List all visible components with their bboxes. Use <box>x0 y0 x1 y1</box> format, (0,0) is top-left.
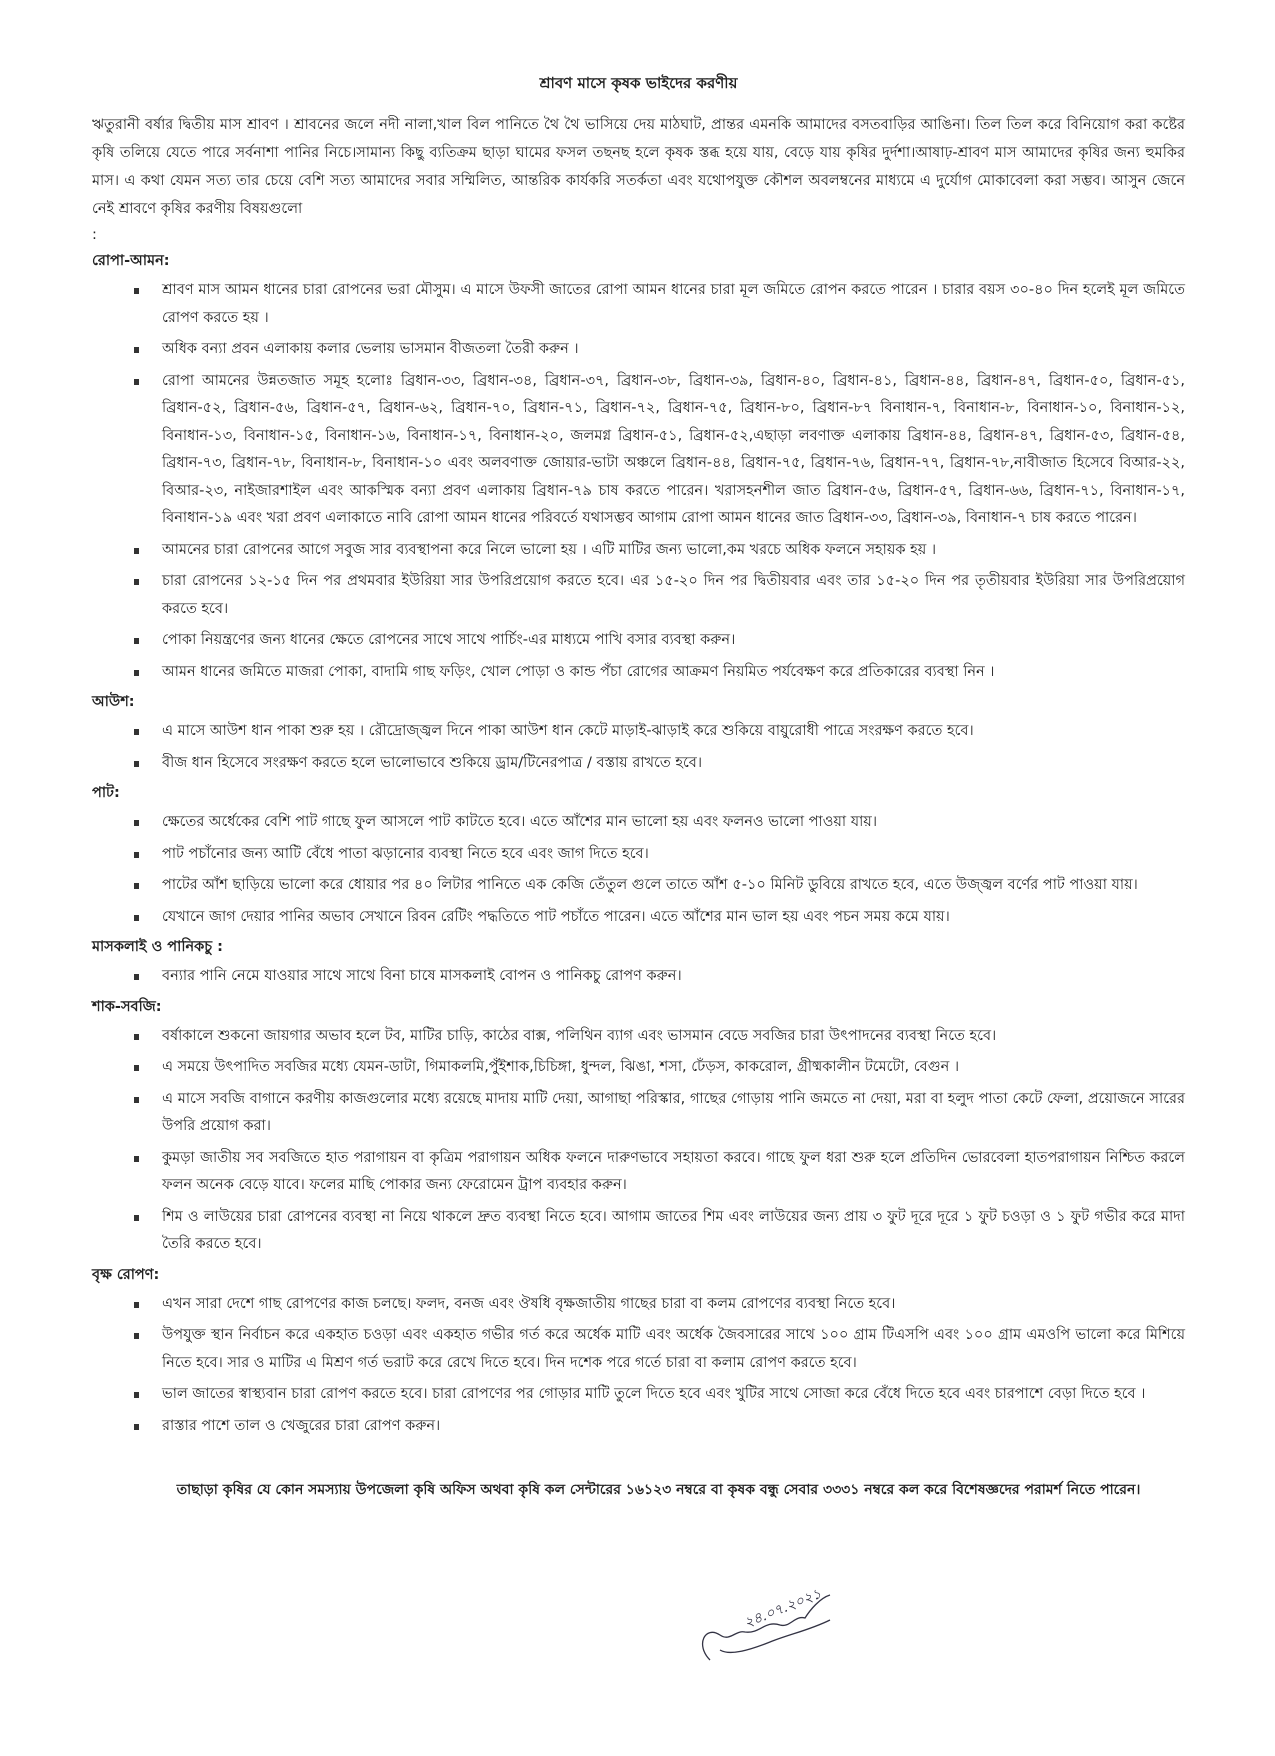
square-bullet-icon <box>134 1065 139 1071</box>
list-item <box>92 1413 1185 1441</box>
bullet-list <box>92 1291 1185 1441</box>
list-item-text: আমনের চারা রোপনের আগে সবুজ সার ব্যবস্থাপনা করে নিলে ভালো হয় । এটি মাটির জন্য ভালো,কম খরচে অধিক ফলনে সহায়ক হয় । <box>162 541 937 558</box>
square-bullet-icon <box>134 1156 139 1162</box>
list-item <box>92 1381 1185 1409</box>
list-item-text: রাস্তার পাশে তাল ও খেজুরের চারা রোপণ করুন। <box>162 1417 441 1434</box>
intro-paragraph: ঋতুরানী বর্ষার দ্বিতীয় মাস শ্রাবণ । শ্রাবনের জলে নদী নালা,খাল বিল পানিতে থৈ থৈ ভাসিয়ে দেয় মাঠঘাট, প্রান্তর এমনকি আমাদের বসতবাড়ির আঙিনা। তিল তিল করে বিনিয়োগ করা কষ্টের কৃষি তলিয়ে যেতে পারে সর্বনাশা পানির নিচে।সামান্য কিছু ব্যতিক্রম ছাড়া ঘামের ফসল তছনছ হলে কৃষক স্তব্ধ হয়ে যায়, বেড়ে যায় কৃষির দুর্দশা।আষাঢ়-শ্রাবণ মাস আমাদের কৃষির জন্য হুমকির মাস। এ কথা যেমন সত্য তার চেয়ে বেশি সত্য আমাদের সবার সম্মিলিত, আন্তরিক কার্যকরি সতর্কতা এবং যথোপযুক্ত কৌশল অবলম্বনের মাধ্যমে এ দুর্যোগ মোকাবেলা করা সম্ভব। আসুন জেনে নেই শ্রাবণে কৃষির করণীয় বিষয়গুলো <box>92 117 1185 217</box>
list-item-text: আমন ধানের জমিতে মাজরা পোকা, বাদামি গাছ ফড়িং, খোল পোড়া ও কান্ড পঁচা রোগের আক্রমণ নিয়মিত পর্যবেক্ষণ করে প্রতিকারের ব্যবস্থা নিন । <box>162 663 995 680</box>
list-item-text: পাট পচাঁনোর জন্য আটি বেঁধে পাতা ঝড়ানোর ব্যবস্থা নিতে হবে এবং জাগ দিতে হবে। <box>162 845 649 862</box>
list-item <box>92 1145 1185 1200</box>
list-item <box>92 872 1185 900</box>
square-bullet-icon <box>134 1392 139 1398</box>
square-bullet-icon <box>134 974 139 980</box>
list-item <box>92 627 1185 655</box>
section-heading: পাট: <box>92 785 120 801</box>
list-item <box>92 750 1185 778</box>
square-bullet-icon <box>134 1333 139 1339</box>
square-bullet-icon <box>134 761 139 767</box>
square-bullet-icon <box>134 379 139 385</box>
list-item <box>92 659 1185 687</box>
document-title: শ্রাবণ মাসে কৃষক ভাইদের করণীয় <box>539 74 738 92</box>
square-bullet-icon <box>134 915 139 921</box>
list-item <box>92 1054 1185 1082</box>
section-heading: মাসকলাই ও পানিকচু : <box>92 939 223 955</box>
section-heading: রোপা-আমন: <box>92 253 170 269</box>
square-bullet-icon <box>134 729 139 735</box>
document-page <box>92 72 1185 1518</box>
list-item-text: কুমড়া জাতীয় সব সবজিতে হাত পরাগায়ন বা কৃত্রিম পরাগায়ন অধিক ফলনে দারুণভাবে সহায়তা করবে। গাছে ফুল ধরা শুরু হলে প্রতিদিন ভোরবেলা হাতপরাগায়ন নিশ্চিত করলে ফলন অনেক বেড়ে যাবে। ফলের মাছি পোকার জন্য ফেরোমেন ট্রাপ ব্যবহার করুন। <box>162 1149 1185 1193</box>
list-item <box>92 368 1185 533</box>
bullet-list <box>92 963 1185 991</box>
list-item-text: ভাল জাতের স্বাস্থ্যবান চারা রোপণ করতে হবে। চারা রোপণের পর গোড়ার মাটি তুলে দিতে হবে এবং খুটির সাথে সোজা করে বেঁধে দিতে হবে এবং চারপাশে বেড়া দিতে হবে । <box>162 1386 1146 1402</box>
square-bullet-icon <box>134 548 139 554</box>
square-bullet-icon <box>134 1424 139 1430</box>
list-item-text: শ্রাবণ মাস আমন ধানের চারা রোপনের ভরা মৌসুম। এ মাসে উফসী জাতের রোপা আমন ধানের চারা মূল জমিতে রোপন করতে পারেন । চারার বয়স ৩০-৪০ দিন হলেই মূল জমিতে রোপণ করতে হয় । <box>162 282 1185 326</box>
list-item-text: এখন সারা দেশে গাছ রোপণের কাজ চলছে। ফলদ, বনজ এবং ঔষধি বৃক্ষজাতীয় গাছের চারা বা কলম রোপণের ব্যবস্থা নিতে হবে। <box>162 1295 896 1312</box>
list-item <box>92 336 1185 364</box>
list-item <box>92 277 1185 332</box>
intro-colon: : <box>92 227 97 243</box>
square-bullet-icon <box>134 1097 139 1103</box>
square-bullet-icon <box>134 1215 139 1221</box>
square-bullet-icon <box>134 852 139 858</box>
list-item-text: চারা রোপনের ১২-১৫ দিন পর প্রথমবার ইউরিয়া সার উপরিপ্রয়োগ করতে হবে। এর ১৫-২০ দিন পর দ্বিতীয়বার এবং তার ১৫-২০ দিন পর তৃতীয়বার ইউরিয়া সার উপরিপ্রয়োগ করতে হবে। <box>162 573 1185 617</box>
square-bullet-icon <box>134 883 139 889</box>
square-bullet-icon <box>134 820 139 826</box>
list-item <box>92 1322 1185 1377</box>
bullet-list <box>92 277 1185 686</box>
list-item-text: এ মাসে সবজি বাগানে করণীয় কাজগুলোর মধ্যে রয়েছে মাদায় মাটি দেয়া, আগাছা পরিস্কার, গাছের গোড়ায় পানি জমতে না দেয়া, মরা বা হলুদ পাতা কেটে ফেলা, প্রয়োজনে সারের উপরি প্রয়োগ করা। <box>162 1090 1185 1134</box>
signature-date: ২৪.০৭.২০২১ <box>742 1585 824 1632</box>
list-item-text: এ মাসে আউশ ধান পাকা শুরু হয় । রৌদ্রোজ্জ্বল দিনে পাকা আউশ ধান কেটে মাড়াই-ঝাড়াই করে শুকিয়ে বায়ুরোধী পাত্রে সংরক্ষণ করতে হবে। <box>162 723 974 739</box>
square-bullet-icon <box>134 288 139 294</box>
list-item <box>92 1086 1185 1141</box>
list-item <box>92 718 1185 746</box>
list-item-text: রোপা আমনের উন্নতজাত সমূহ হলোঃ ব্রিধান-৩৩, ব্রিধান-৩৪, ব্রিধান-৩৭, ব্রিধান-৩৮, ব্রিধান-৩৯, ব্রিধান-৪০, ব্রিধান-৪১, ব্রিধান-৪৪, ব্রিধান-৪৭, ব্রিধান-৫০, ব্রিধান-৫১, ব্রিধান-৫২, ব্রিধান-৫৬, ব্রিধান-৫৭, ব্রিধান-৬২, ব্রিধান-৭০, ব্রিধান-৭১, ব্রিধান-৭২, ব্রিধান-৭৫, ব্রিধান-৮০, ব্রিধান-৮৭ বিনাধান-৭, বিনাধান-৮, বিনাধান-১০, বিনাধান-১২, বিনাধান-১৩, বিনাধান-১৫, বিনাধান-১৬, বিনাধান-১৭, বিনাধান-২০, জলমগ্ন ব্রিধান-৫১, ব্রিধান-৫২,এছাড়া লবণাক্ত এলাকায় ব্রিধান-৪৪, ব্রিধান-৪৭, ব্রিধান-৫৩, ব্রিধান-৫৪, ব্রিধান-৭৩, ব্রিধান-৭৮, বিনাধান-৮, বিনাধান-১০ এবং অলবণাক্ত জোয়ার-ভাটা অঞ্চলে ব্রিধান-৪৪, ব্রিধান-৭৫, ব্রিধান-৭৬, ব্রিধান-৭৭, ব্রিধান-৭৮,নাবীজাত হিসেবে বিআর-২২, বিআর-২৩, নাইজারশাইল এবং আকস্মিক বন্যা প্রবণ এলাকায় ব্রিধান-৭৯ চাষ করতে পারেন। খরাসহনশীল জাত ব্রিধান-৫৬, ব্রিধান-৫৭, ব্রিধান-৬৬, ব্রিধান-৭১, বিনাধান-১৭, বিনাধান-১৯ এবং খরা প্রবণ এলাকাতে নাবি রোপা আমন ধানের পরিবর্তে যথাসম্ভব আগাম রোপা আমন ধানের জাত ব্রিধান-৩৩, ব্রিধান-৩৯, বিনাধান-৭ চাষ করতে পারেন। <box>162 372 1186 526</box>
bullet-list <box>92 1023 1185 1259</box>
square-bullet-icon <box>134 347 139 353</box>
sections <box>92 249 1185 1440</box>
list-item <box>92 1023 1185 1051</box>
list-item <box>92 568 1185 623</box>
list-item-text: এ সময়ে উৎপাদিত সবজির মধ্যে যেমন-ডাটা, গিমাকলমি,পুঁইশাক,চিচিঙ্গা, ধুন্দল, ঝিঙা, শসা, ঢেঁড়স, কাকরোল, গ্রীষ্মকালীন টমেটো, বেগুন । <box>162 1059 960 1075</box>
list-item <box>92 963 1185 991</box>
section-heading: শাক-সবজি: <box>92 998 162 1015</box>
square-bullet-icon <box>134 579 139 585</box>
list-item <box>92 904 1185 932</box>
list-item <box>92 809 1185 837</box>
square-bullet-icon <box>134 1302 139 1308</box>
square-bullet-icon <box>134 670 139 676</box>
section-heading: আউশ: <box>92 694 135 710</box>
list-item-text: বীজ ধান হিসেবে সংরক্ষণ করতে হলে ভালোভাবে শুকিয়ে ড্রাম/টিনেরপাত্র / বস্তায় রাখতে হবে। <box>162 754 703 771</box>
list-item-text: পাটের আঁশ ছাড়িয়ে ভালো করে ধোয়ার পর ৪০ লিটার পানিতে এক কেজি তেঁতুল গুলে তাতে আঁশ ৫-১০ মিনিট ডুবিয়ে রাখতে হবে, এতে উজ্জ্বল বর্ণের পাট পাওয়া যায়। <box>162 877 1138 893</box>
list-item-text: বর্ষাকালে শুকনো জায়গার অভাব হলে টব, মাটির চাড়ি, কাঠের বাক্স, পলিথিন ব্যাগ এবং ভাসমান বেডে সবজির চারা উৎপাদনের ব্যবস্থা নিতে হবে। <box>162 1027 997 1044</box>
list-item-text: শিম ও লাউয়ের চারা রোপনের ব্যবস্থা না নিয়ে থাকলে দ্রুত ব্যবস্থা নিতে হবে। আগাম জাতের শিম এবং লাউয়ের জন্য প্রায় ৩ ফুট দূরে দূরে ১ ফুট চওড়া ও ১ ফুট গভীর করে মাদা তৈরি করতে হবে। <box>162 1208 1185 1252</box>
list-item <box>92 1291 1185 1319</box>
list-item <box>92 841 1185 869</box>
list-item-text: যেখানে জাগ দেয়ার পানির অভাব সেখানে রিবন রেটিং পদ্ধতিতে পাট পচাঁতে পারেন। এতে আঁশের মান ভাল হয় এবং পচন সময় কমে যায়। <box>162 908 950 925</box>
square-bullet-icon <box>134 638 139 644</box>
list-item <box>92 537 1185 565</box>
list-item-text: অধিক বন্যা প্রবন এলাকায় কলার ভেলায় ভাসমান বীজতলা তৈরী করুন । <box>162 341 579 357</box>
bullet-list <box>92 718 1185 777</box>
section-heading: বৃক্ষ রোপণ: <box>92 1266 160 1283</box>
square-bullet-icon <box>134 1034 139 1040</box>
closing-paragraph: তাছাড়া কৃষির যে কোন সমস্যায় উপজেলা কৃষি অফিস অথবা কৃষি কল সেন্টারের ১৬১২৩ নম্বরে বা কৃষক বন্ধু সেবার ৩৩৩১ নম্বরে কল করে বিশেষজ্ঞদের পরামর্শ নিতে পারেন। <box>176 1482 1141 1498</box>
bullet-list <box>92 809 1185 931</box>
list-item-text: পোকা নিয়ন্ত্রণের জন্য ধানের ক্ষেতে রোপনের সাথে সাথে পার্চিং-এর মাধ্যমে পাখি বসার ব্যবস্থা করুন। <box>162 632 736 648</box>
list-item-text: উপযুক্ত স্থান নির্বাচন করে একহাত চওড়া এবং একহাত গভীর গর্ত করে অর্ধেক মাটি এবং অর্ধেক জৈবসারের সাথে ১০০ গ্রাম টিএসপি এবং ১০০ গ্রাম এমওপি ভালো করে মিশিয়ে নিতে হবে। সার ও মাটির এ মিশ্রণ গর্ত ভরাট করে রেখে দিতে হবে। দিন দশেক পরে গর্তে চারা বা কলাম রোপণ করতে হবে। <box>162 1327 1185 1371</box>
list-item <box>92 1204 1185 1259</box>
list-item-text: ক্ষেতের অর্ধেকের বেশি পাট গাছে ফুল আসলে পাট কাটতে হবে। এতে আঁশের মান ভালো হয় এবং ফলনও ভালো পাওয়া যায়। <box>162 814 878 830</box>
list-item-text: বন্যার পানি নেমে যাওয়ার সাথে সাথে বিনা চাষে মাসকলাই বোপন ও পানিকচু রোপণ করুন। <box>162 968 682 984</box>
